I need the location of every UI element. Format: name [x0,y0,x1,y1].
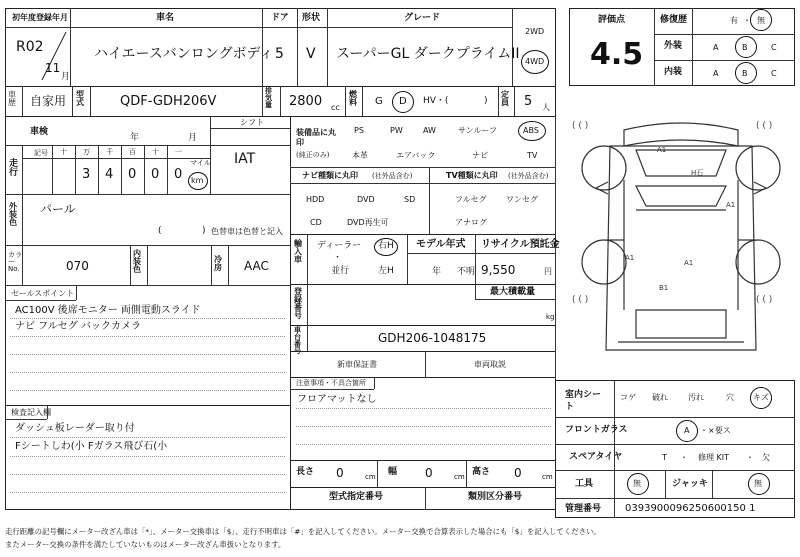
mileage-unit: 十 [60,148,67,156]
mileage-digit: 4 [105,167,114,182]
footer-line-1: 走行距離の記号欄にメーター改ざん車は「*」、メーター交換車は「$」、走行不明車は「#」を記入してください。メーター交換で合算表示した場合にも「$」を記入してください。 [5,527,601,536]
inspector-line-1: ダッシュ板レーダー取り付 [15,423,135,434]
fuel-hv: HV・( [423,96,449,106]
fuel-label: 燃料 [349,90,357,107]
reg-no-label: 登録番号 [294,287,302,320]
drive-4wd: 4WD [525,57,545,66]
sales-line-2: ナビ フルセグ バックカメラ [15,321,141,332]
displacement-label: 排気量 [265,87,272,109]
tv-sub: (社外品含む) [508,172,549,180]
spare-label: スペアタイヤ [569,452,623,462]
equip-ps: PS [354,126,364,135]
navi-dvd: DVD [357,195,375,204]
model-name: ハイエースバンロングボディ [94,46,274,62]
sales-line-1: AC100V 後席モニター 両側電動スライド [15,305,201,316]
int-grade-b: B [742,69,748,78]
doors: 5 [275,46,284,62]
svg-text:( ( ): ( ( ) [572,295,589,305]
notes-label: 注意事項・不具合箇所 [296,379,366,387]
color-paren-close: ) [202,226,206,236]
navi-sub: (社外品含む) [372,172,413,180]
color-paren-open: ( [158,226,162,236]
equip-airbag: エアバック [396,151,436,160]
svg-text:A1: A1 [684,259,694,267]
grade-label: グレード [404,13,441,23]
navi-label: ナビ種類に丸印 [302,171,358,180]
max-load-unit: kg [546,313,555,321]
spare-kit: 修理 KIT [698,453,730,462]
sales-point-label: セールスポイント [11,289,75,298]
shaken-label: 車検 [30,127,49,137]
mileage-unit: 千 [106,148,113,156]
shift-label: シフト [240,118,264,127]
import-parallel: 並行 [331,266,350,276]
model-year: 不明 [457,267,476,277]
tools-label: 工具 [575,479,594,489]
mileage-digit: 0 [151,167,160,182]
tv-analog: アナログ [455,218,487,227]
model-label: 車名 [156,13,175,23]
mileage-unit: 百 [129,148,136,156]
spare-dot2: ・ [746,453,754,462]
score: 4.5 [590,37,644,72]
equip-tv: TV [527,151,538,160]
svg-text:( ( ): ( ( ) [572,121,589,131]
mileage-unit: 一 [175,148,182,156]
door-label: ドア [271,13,289,23]
capacity-unit: 人 [542,103,550,112]
footer-line-2: またメーター交換の条件を満たしていないものはメーター改ざん車扱いとなります。 [5,540,286,549]
mgmt-label: 管理番号 [565,504,602,514]
spare-dot1: ・ [680,453,688,462]
inspector-label: 検査記入欄 [11,408,51,417]
shift: IAT [234,151,256,167]
width: 0 [425,466,433,480]
height: 0 [514,466,522,480]
new-warranty: 新車保証書 [337,360,377,369]
jack-label: ジャッキ [672,479,708,489]
right-hand: 右H [378,241,394,251]
reg-year-label: 初年度登録年月 [12,13,68,22]
color-change-note: 色替車は色替と記入 [211,227,283,236]
equip-pw: PW [390,126,403,135]
seat-label: 室内シート [565,390,602,412]
svg-text:H石: H石 [691,169,704,177]
km-label: km [191,176,204,185]
svg-text:A1: A1 [625,254,635,262]
max-load-label: 最大積載量 [490,287,536,297]
width-label: 幅 [388,467,398,477]
length: 0 [336,466,344,480]
recycle-unit: 円 [544,267,552,276]
seat-koge: コゲ [620,393,636,402]
category-label: 類別区分番号 [468,492,523,502]
grade: スーパーGL ダークプライムII [336,46,520,62]
mileage-digit: 0 [128,167,137,182]
svg-text:A1: A1 [657,146,667,154]
svg-text:B1: B1 [659,284,669,292]
windshield-dot: ・ [700,426,708,435]
reg-month-unit: 月 [61,72,71,82]
seat-kizu: キズ [753,393,769,402]
left-hand: 左H [378,266,394,276]
navi-cd: CD [310,218,322,227]
shape: V [306,46,316,62]
mile-label: マイル [190,159,211,167]
color-value: パール [40,202,76,216]
aircon: AAC [244,259,269,273]
shaken-month-unit: 月 [188,133,198,143]
repair-no: 無 [757,16,765,25]
repair-label: 修復歴 [660,15,688,25]
car-damage-diagram [566,110,796,368]
navi-hdd: HDD [306,195,325,204]
int-grade-a: A [713,69,719,78]
seat-yogore: 汚れ [688,393,704,402]
interior-color-label: 内装色 [133,249,141,274]
spare-t: T [662,453,667,462]
equip-aw: AW [423,126,436,135]
length-label: 長さ [296,467,315,477]
model-year-label: モデル年式 [416,239,466,250]
mileage-sub-label: 記号 [34,149,48,157]
seat-ana: 穴 [726,393,734,402]
tv-oneseg: ワンセグ [506,195,538,204]
displacement-unit: cc [331,103,340,112]
tv-label: TV種類に丸印 [446,171,498,180]
color-no-label: カラーNo. [8,251,22,273]
interior-label: 内装 [664,67,683,77]
ext-grade-b: B [742,43,748,52]
notes: フロアマットなし [297,394,377,405]
mileage-unit: 十 [152,148,159,156]
ext-grade-c: C [771,43,777,52]
equip-leather: 本革 [352,151,368,160]
mileage-digit: 3 [82,167,91,182]
score-label: 評価点 [598,15,626,25]
recycle-label: リサイクル預託金 [481,239,560,250]
capacity-label: 定員 [501,90,509,107]
svg-text:A1: A1 [726,201,736,209]
equipment-label: 装備品に丸印 [296,128,336,148]
type: QDF-GDH206V [120,94,217,109]
import-dot: ・ [333,253,343,263]
jack: 無 [754,479,762,488]
width-unit: cm [454,473,465,481]
mileage-label: 走行 [9,159,19,178]
fuel-g: G [375,96,383,107]
shape-label: 形状 [302,13,321,23]
navi-sd: SD [404,195,416,204]
type-spec-label: 型式指定番号 [329,492,384,502]
svg-text:( ( ): ( ( ) [756,295,773,305]
usage: 自家用 [30,94,67,108]
fuel-hv-close: ) [484,96,488,106]
mileage-unit: 万 [83,148,90,156]
svg-text:( ( ): ( ( ) [756,121,773,131]
height-unit: cm [542,473,553,481]
import-dealer: ディーラー [317,241,362,251]
tv-fullseg: フルセグ [455,195,487,204]
manual: 車両取説 [474,360,506,369]
reg-year: R02 [16,39,44,55]
windshield-label: フロントガラス [565,425,628,435]
aircon-label: 冷房 [214,255,222,272]
fuel-d: D [399,96,407,107]
recycle: 9,550 [481,263,516,277]
color-no: 070 [66,259,89,273]
windshield-repair: ×要ス [708,426,731,435]
equipment-sub: (純正のみ) [296,151,330,159]
type-label: 型式 [76,90,84,107]
mgmt-no: 0393900096250600150 1 [625,503,756,514]
spare-missing: 欠 [762,453,770,462]
displacement: 2800 [289,94,323,109]
color-label: 外装色 [9,202,17,227]
model-year-unit: 年 [432,267,442,277]
navi-dvd-play: DVD再生可 [347,218,389,227]
repair-yes: 有 [730,16,738,25]
windshield-a: A [684,426,690,435]
ext-grade-a: A [713,43,719,52]
shaken-year-unit: 年 [130,133,140,143]
equip-navi: ナビ [472,151,488,160]
import-label: 輸入車 [294,239,302,264]
height-label: 高さ [472,467,491,477]
int-grade-c: C [771,69,777,78]
repair-sep: ・ [743,16,751,25]
capacity: 5 [524,94,533,109]
drive-2wd: 2WD [525,27,545,36]
reg-month: 11 [45,61,61,75]
exterior-label: 外装 [664,41,683,51]
seat-yabure: 破れ [652,393,668,402]
usage-label: 車歴 [8,90,16,107]
mileage-digit: 0 [174,167,183,182]
equip-sunroof: サンルーフ [458,126,497,135]
equip-abs: ABS [523,126,539,135]
tools: 無 [633,479,641,488]
chassis-label: 車台番号 [294,326,301,355]
inspector-line-2: Fシートしわ(小 Fガラス飛び石(小 [15,441,168,452]
chassis: GDH206-1048175 [378,331,487,345]
length-unit: cm [365,473,376,481]
